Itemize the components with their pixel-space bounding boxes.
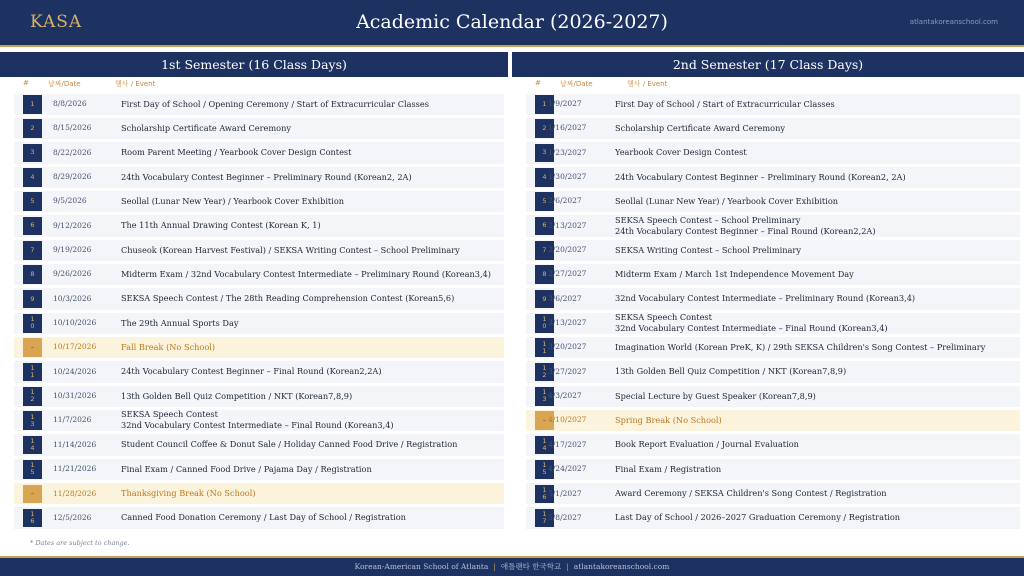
row-event: [615, 335, 1018, 359]
footer-separator: |: [493, 562, 496, 571]
row-number-badge: 4: [535, 168, 554, 187]
semester-1-title: 1st Semester (16 Class Days): [0, 52, 508, 77]
table-row: [0, 189, 508, 213]
row-event: [615, 311, 1018, 335]
row-date: 8/22/2026: [53, 147, 92, 157]
row-number-badge: 3: [535, 144, 554, 163]
row-number-badge: 11: [23, 363, 42, 382]
table-row: [0, 457, 508, 481]
event-line: 13th Golden Bell Quiz Competition / NKT (Korean7,8,9): [615, 366, 847, 377]
event-line: Room Parent Meeting / Yearbook Cover Design Contest: [121, 147, 352, 158]
row-date: 9/19/2026: [53, 245, 92, 255]
table-row: [512, 214, 1024, 238]
row-date: 11/14/2026: [53, 439, 97, 449]
row-number-badge: 12: [23, 387, 42, 406]
row-date: 10/10/2026: [53, 318, 97, 328]
row-event: [121, 408, 502, 432]
row-number-badge: –: [23, 338, 42, 357]
semester-1-table: [0, 92, 508, 530]
column-header-date: 날짜/Date: [560, 80, 593, 88]
table-row: [512, 311, 1024, 335]
row-event: [121, 506, 502, 530]
table-row: [0, 141, 508, 165]
row-number-badge: 4: [23, 168, 42, 187]
row-event: [615, 141, 1018, 165]
row-number-badge: 11: [535, 338, 554, 357]
header: [0, 0, 1024, 47]
row-event: [121, 457, 502, 481]
row-number-badge: 6: [535, 217, 554, 236]
table-row: [0, 287, 508, 311]
row-event: [121, 360, 502, 384]
event-line: 13th Golden Bell Quiz Competition / NKT (Korean7,8,9): [121, 390, 353, 401]
event-line: Thanksgiving Break (No School): [121, 488, 256, 498]
table-row: [512, 262, 1024, 286]
row-event: [121, 335, 502, 359]
table-row: [512, 433, 1024, 457]
row-event: [121, 311, 502, 335]
event-line: Yearbook Cover Design Contest: [615, 147, 747, 158]
semester-1-column-headers: [0, 79, 508, 91]
column-header-date: 날짜/Date: [48, 80, 81, 88]
table-row: [512, 189, 1024, 213]
event-line: 24th Vocabulary Contest Beginner – Preliminary Round (Korean2, 2A): [615, 171, 906, 182]
row-date: 4/17/2027: [548, 439, 587, 449]
event-line: SEKSA Speech Contest: [121, 409, 218, 420]
row-event: [121, 165, 502, 189]
row-number-badge: –: [23, 485, 42, 504]
table-row: [0, 433, 508, 457]
break-row: [0, 335, 508, 359]
event-line: Seollal (Lunar New Year) / Yearbook Cover Exhibition: [121, 195, 345, 206]
row-number-badge: 6: [23, 217, 42, 236]
table-row: [0, 165, 508, 189]
break-row: [0, 482, 508, 506]
table-row: [512, 165, 1024, 189]
disclaimer-note: * Dates are subject to change.: [30, 539, 130, 547]
row-event: [121, 433, 502, 457]
table-row: [0, 408, 508, 432]
event-line: Spring Break (No School): [615, 414, 722, 425]
row-date: 5/1/2027: [548, 488, 582, 498]
table-row: [512, 287, 1024, 311]
row-date: 8/8/2026: [53, 99, 87, 108]
semester-2-title: 2nd Semester (17 Class Days): [512, 52, 1024, 77]
row-date: 12/5/2026: [53, 512, 92, 522]
row-number-badge: 13: [23, 411, 42, 430]
event-line: Award Ceremony / SEKSA Children's Song Contest / Registration: [615, 488, 887, 498]
row-event: [121, 116, 502, 140]
row-number-badge: 10: [535, 314, 554, 333]
row-event: [121, 384, 502, 408]
event-line: Chuseok (Korean Harvest Festival) / SEKSA Writing Contest – School Preliminary: [121, 244, 460, 255]
row-number-badge: 9: [23, 290, 42, 309]
table-row: [0, 506, 508, 530]
row-number-badge: 2: [535, 119, 554, 138]
table-row: [512, 384, 1024, 408]
row-number-badge: 3: [23, 144, 42, 163]
event-line: 32nd Vocabulary Contest Intermediate – Final Round (Korean3,4): [121, 420, 394, 431]
event-line: Scholarship Certificate Award Ceremony: [121, 122, 291, 133]
row-date: 2/27/2027: [548, 269, 587, 279]
table-row: [512, 92, 1024, 116]
row-event: [615, 214, 1018, 238]
row-number-badge: 15: [23, 460, 42, 479]
column-header-num: #: [23, 79, 29, 87]
event-line: SEKSA Speech Contest – School Preliminary: [615, 214, 801, 225]
table-row: [0, 360, 508, 384]
row-date: 11/7/2026: [53, 415, 92, 425]
event-line: 32nd Vocabulary Contest Intermediate – Final Round (Korean3,4): [615, 323, 888, 334]
event-line: Scholarship Certificate Award Ceremony: [615, 122, 785, 133]
row-date: 8/15/2026: [53, 123, 92, 133]
event-line: Book Report Evaluation / Journal Evaluation: [615, 439, 799, 450]
row-event: [615, 116, 1018, 140]
table-row: [0, 214, 508, 238]
row-event: [615, 92, 1018, 116]
footer: [0, 556, 1024, 576]
event-line: 32nd Vocabulary Contest Intermediate – Preliminary Round (Korean3,4): [615, 293, 916, 304]
row-date: 2/6/2027: [548, 196, 582, 206]
row-event: [615, 433, 1018, 457]
row-number-badge: 7: [23, 241, 42, 260]
event-line: Last Day of School / 2026–2027 Graduation Ceremony / Registration: [615, 512, 901, 523]
row-number-badge: 17: [535, 509, 554, 528]
event-line: Final Exam / Canned Food Drive / Pajama Day / Registration: [121, 463, 372, 474]
row-number-badge: 1: [23, 95, 42, 114]
row-date: 11/28/2026: [53, 488, 97, 498]
row-date: 2/20/2027: [548, 245, 587, 255]
table-row: [512, 482, 1024, 506]
row-date: 3/6/2027: [548, 293, 582, 303]
row-number-badge: 16: [535, 485, 554, 504]
row-date: 3/27/2027: [548, 366, 587, 376]
logo: KASA: [30, 12, 83, 32]
table-row: [512, 116, 1024, 140]
row-number-badge: 8: [535, 265, 554, 284]
event-line: Special Lecture by Guest Speaker (Korean7,8,9): [615, 390, 816, 401]
row-date: 1/30/2027: [548, 172, 587, 182]
table-row: [0, 238, 508, 262]
row-number-badge: 14: [535, 436, 554, 455]
table-row: [512, 335, 1024, 359]
table-row: [0, 384, 508, 408]
row-date: 8/29/2026: [53, 172, 92, 182]
row-event: [121, 482, 502, 506]
row-event: [615, 262, 1018, 286]
event-line: SEKSA Speech Contest: [615, 312, 712, 323]
semester-2-table: [512, 92, 1024, 530]
event-line: Midterm Exam / 32nd Vocabulary Contest Intermediate – Preliminary Round (Korean3,4): [121, 268, 491, 279]
row-date: 2/13/2027: [548, 220, 587, 230]
table-row: [512, 141, 1024, 165]
row-event: [121, 92, 502, 116]
event-line: Seollal (Lunar New Year) / Yearbook Cover Exhibition: [615, 195, 839, 206]
event-line: Student Council Coffee & Donut Sale / Holiday Canned Food Drive / Registration: [121, 439, 458, 450]
row-date: 4/10/2027: [548, 415, 587, 425]
row-event: [615, 506, 1018, 530]
row-event: [615, 360, 1018, 384]
row-date: 3/13/2027: [548, 318, 587, 328]
row-number-badge: 15: [535, 460, 554, 479]
row-date: 10/17/2026: [53, 342, 97, 352]
row-number-badge: 5: [535, 192, 554, 211]
row-number-badge: –: [535, 411, 554, 430]
row-number-badge: 12: [535, 363, 554, 382]
row-date: 1/23/2027: [548, 147, 587, 157]
event-line: SEKSA Speech Contest / The 28th Reading Comprehension Contest (Korean5,6): [121, 293, 455, 304]
event-line: First Day of School / Start of Extracurricular Classes: [615, 98, 835, 109]
row-date: 9/5/2026: [53, 196, 87, 206]
footer-school-ko: 애틀랜타 한국학교: [500, 562, 562, 571]
event-line: 24th Vocabulary Contest Beginner – Preliminary Round (Korean2, 2A): [121, 171, 412, 182]
event-line: Fall Break (No School): [121, 341, 216, 352]
event-line: 24th Vocabulary Contest Beginner – Final Round (Korean2,2A): [121, 366, 382, 377]
row-number-badge: 8: [23, 265, 42, 284]
page-title: Academic Calendar (2026-2027): [356, 11, 668, 33]
row-number-badge: 9: [535, 290, 554, 309]
row-event: [615, 408, 1018, 432]
event-line: First Day of School / Opening Ceremony / Start of Extracurricular Classes: [121, 98, 429, 109]
footer-school-en: Korean-American School of Atlanta: [354, 562, 489, 571]
break-row: [512, 408, 1024, 432]
table-row: [0, 262, 508, 286]
row-number-badge: 5: [23, 192, 42, 211]
row-event: [615, 384, 1018, 408]
semester-divider: [509, 52, 511, 532]
table-row: [0, 311, 508, 335]
row-number-badge: 1: [535, 95, 554, 114]
row-date: 11/21/2026: [53, 464, 97, 474]
row-date: 1/9/2027: [548, 99, 582, 108]
row-number-badge: 10: [23, 314, 42, 333]
row-event: [615, 457, 1018, 481]
footer-separator: |: [566, 562, 569, 571]
row-date: 5/8/2027: [548, 512, 582, 522]
row-event: [121, 214, 502, 238]
column-header-num: #: [535, 79, 541, 87]
event-line: SEKSA Writing Contest – School Preliminary: [615, 244, 801, 255]
table-row: [512, 506, 1024, 530]
row-number-badge: 7: [535, 241, 554, 260]
row-event: [121, 262, 502, 286]
row-date: 4/24/2027: [548, 464, 587, 474]
row-date: 3/20/2027: [548, 342, 587, 352]
row-date: 10/24/2026: [53, 366, 97, 376]
row-event: [615, 287, 1018, 311]
header-site-link[interactable]: atlantakoreanschool.com: [909, 18, 998, 26]
event-line: Canned Food Donation Ceremony / Last Day of School / Registration: [121, 512, 406, 523]
row-date: 10/3/2026: [53, 293, 92, 303]
event-line: The 29th Annual Sports Day: [121, 317, 239, 328]
column-header-event: 행사 / Event: [627, 80, 668, 88]
row-event: [121, 287, 502, 311]
table-row: [512, 238, 1024, 262]
event-line: 24th Vocabulary Contest Beginner – Final Round (Korean2,2A): [615, 225, 876, 236]
event-line: The 11th Annual Drawing Contest (Korean K, 1): [121, 220, 321, 231]
row-event: [615, 482, 1018, 506]
row-event: [615, 165, 1018, 189]
table-row: [512, 457, 1024, 481]
event-line: Final Exam / Registration: [615, 463, 722, 474]
event-line: Imagination World (Korean PreK, K) / 29th SEKSA Children's Song Contest – Preliminary: [615, 341, 986, 352]
semester-2-column-headers: [512, 79, 1024, 91]
row-event: [121, 238, 502, 262]
row-number-badge: 2: [23, 119, 42, 138]
table-row: [0, 116, 508, 140]
row-event: [121, 189, 502, 213]
row-event: [121, 141, 502, 165]
row-date: 10/31/2026: [53, 391, 97, 401]
row-number-badge: 13: [535, 387, 554, 406]
row-event: [615, 238, 1018, 262]
table-row: [512, 360, 1024, 384]
column-header-event: 행사 / Event: [115, 80, 156, 88]
footer-site-link[interactable]: atlantakoreanschool.com: [573, 562, 670, 571]
row-event: [615, 189, 1018, 213]
table-row: [0, 92, 508, 116]
row-number-badge: 14: [23, 436, 42, 455]
row-date: 9/12/2026: [53, 220, 92, 230]
row-number-badge: 16: [23, 509, 42, 528]
event-line: Midterm Exam / March 1st Independence Movement Day: [615, 268, 854, 279]
row-date: 4/3/2027: [548, 391, 582, 401]
row-date: 9/26/2026: [53, 269, 92, 279]
row-date: 1/16/2027: [548, 123, 587, 133]
